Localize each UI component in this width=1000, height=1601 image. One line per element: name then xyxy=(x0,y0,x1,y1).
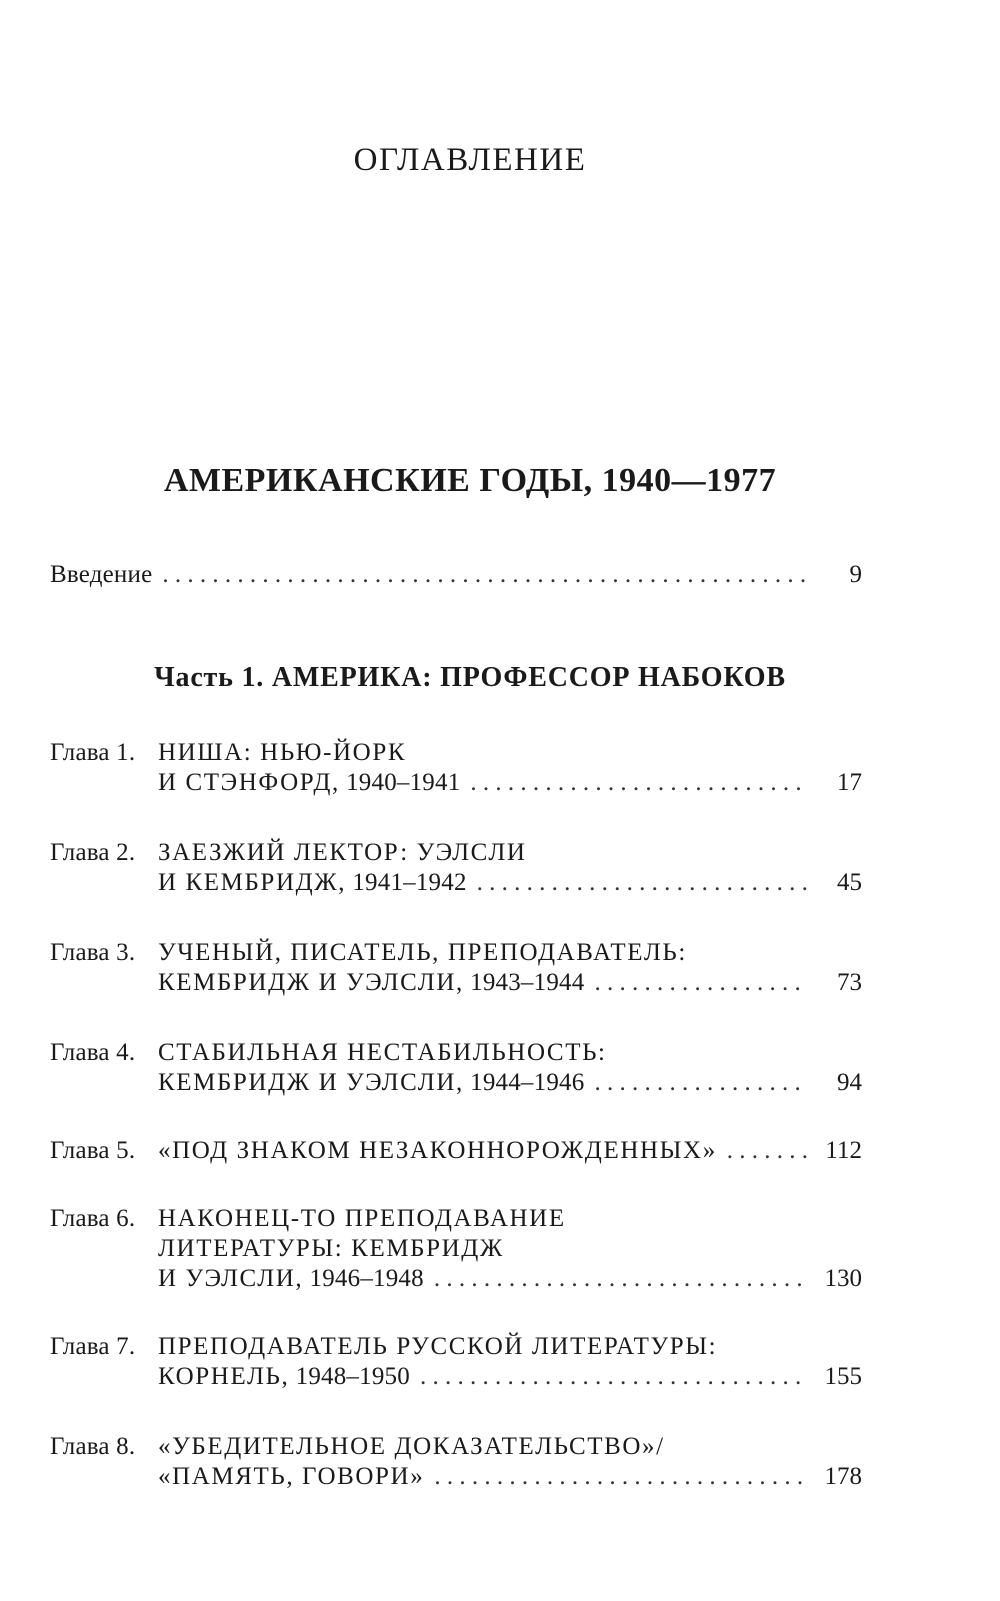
chapter-title-line: НИША: НЬЮ-ЙОРК xyxy=(158,739,407,766)
toc-page-number: 94 xyxy=(837,1069,862,1096)
toc-page-number: 45 xyxy=(837,869,862,896)
chapter-years: 1948–1950 xyxy=(295,1363,410,1390)
chapter-title-line: КЕМБРИДЖ И УЭЛСЛИ, xyxy=(158,1069,464,1096)
dot-leader xyxy=(420,1362,808,1392)
toc-entry-chapter-4[interactable] xyxy=(50,1038,862,1098)
dot-leader xyxy=(470,768,808,798)
chapter-title-line: НАКОНЕЦ-ТО ПРЕПОДАВАНИЕ xyxy=(158,1205,566,1232)
chapter-title-line: И УЭЛСЛИ, xyxy=(158,1265,304,1292)
toc-entry-chapter-3[interactable] xyxy=(50,938,862,998)
chapter-title-line: ЗАЕЗЖИЙ ЛЕКТОР: УЭЛСЛИ xyxy=(158,839,527,866)
dot-leader xyxy=(434,1462,808,1492)
toc-entry-label: Введение xyxy=(50,561,153,588)
chapter-title-line: И СТЭНФОРД, xyxy=(158,769,340,796)
book-section-title: АМЕРИКАНСКИЕ ГОДЫ, 1940—1977 xyxy=(163,462,777,499)
toc-page-number: 73 xyxy=(837,969,862,996)
chapter-label: Глава 8. xyxy=(50,1433,136,1460)
chapter-years: 1941–1942 xyxy=(352,869,467,896)
toc-page-number: 17 xyxy=(837,769,862,796)
toc-page-number: 155 xyxy=(824,1363,862,1390)
dot-leader xyxy=(594,1068,808,1098)
chapter-title-line: СТАБИЛЬНАЯ НЕСТАБИЛЬНОСТЬ: xyxy=(158,1039,607,1066)
toc-entry-chapter-5[interactable] xyxy=(50,1136,862,1166)
toc-entry-chapter-1[interactable] xyxy=(50,738,862,798)
toc-page-number: 9 xyxy=(849,561,862,588)
toc-page-number: 130 xyxy=(824,1265,862,1292)
toc-entry-chapter-2[interactable] xyxy=(50,838,862,898)
dot-leader xyxy=(162,560,808,590)
toc-page-number: 112 xyxy=(825,1137,862,1164)
chapter-years: 1946–1948 xyxy=(309,1265,424,1292)
toc-page-number: 178 xyxy=(824,1463,862,1490)
dot-leader xyxy=(727,1136,808,1166)
chapter-title-line: «ПАМЯТЬ, ГОВОРИ» xyxy=(158,1463,425,1490)
dot-leader xyxy=(594,968,808,998)
dot-leader xyxy=(434,1264,808,1294)
chapter-title-line: ПРЕПОДАВАТЕЛЬ РУССКОЙ ЛИТЕРАТУРЫ: xyxy=(158,1333,718,1360)
toc-entry-introduction[interactable] xyxy=(50,560,862,590)
toc-entry-chapter-7[interactable] xyxy=(50,1332,862,1392)
chapter-label: Глава 6. xyxy=(50,1205,136,1232)
chapter-title-line: И КЕМБРИДЖ, xyxy=(158,869,347,896)
chapter-label: Глава 1. xyxy=(50,739,136,766)
chapter-label: Глава 5. xyxy=(50,1137,136,1164)
chapter-title-line: КЕМБРИДЖ И УЭЛСЛИ, xyxy=(158,969,464,996)
chapter-years: 1944–1946 xyxy=(470,1069,585,1096)
toc-entry-chapter-6[interactable] xyxy=(50,1204,862,1294)
chapter-years: 1943–1944 xyxy=(470,969,585,996)
chapter-label: Глава 2. xyxy=(50,839,136,866)
chapter-title-line: УЧЕНЫЙ, ПИСАТЕЛЬ, ПРЕПОДАВАТЕЛЬ: xyxy=(158,939,687,966)
chapter-label: Глава 4. xyxy=(50,1039,136,1066)
chapter-title-line: «УБЕДИТЕЛЬНОЕ ДОКАЗАТЕЛЬСТВО»/ xyxy=(158,1433,665,1460)
chapter-years: 1940–1941 xyxy=(346,769,461,796)
chapter-label: Глава 3. xyxy=(50,939,136,966)
toc-entry-chapter-8[interactable] xyxy=(50,1432,862,1492)
chapter-title-line: «ПОД ЗНАКОМ НЕЗАКОННОРОЖДЕННЫХ» xyxy=(158,1137,717,1164)
page-title: ОГЛАВЛЕНИЕ xyxy=(353,142,587,178)
part-title: Часть 1. АМЕРИКА: ПРОФЕССОР НАБОКОВ xyxy=(154,662,786,693)
chapter-title-line: ЛИТЕРАТУРЫ: КЕМБРИДЖ xyxy=(158,1235,504,1262)
dot-leader xyxy=(477,868,808,898)
chapter-label: Глава 7. xyxy=(50,1333,136,1360)
chapter-title-line: КОРНЕЛЬ, xyxy=(158,1363,290,1390)
